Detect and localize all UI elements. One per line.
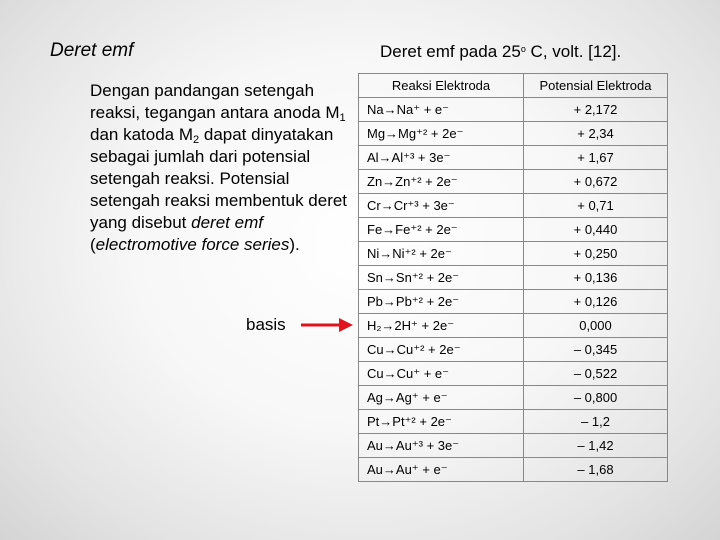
table-row [359,122,668,146]
electrode-potential: – 1,42 [524,434,668,458]
electrode-potential: – 0,522 [524,362,668,386]
table-row [359,170,668,194]
electrode-potential: + 0,250 [524,242,668,266]
electrode-reaction: Au→Au⁺ + e⁻ [359,458,524,482]
header-potential: Potensial Elektroda [524,74,668,98]
electrode-potential: + 1,67 [524,146,668,170]
electrode-potential: + 2,172 [524,98,668,122]
table-title-text: Deret emf pada 25 [380,42,521,61]
italic-term: deret emf [191,213,263,232]
red-arrow-icon [299,315,355,335]
description-paragraph [90,80,350,256]
text-mid: dan katoda M [90,125,194,144]
paren-close: ). [289,235,300,254]
electrode-reaction: Cr→Cr⁺³ + 3e⁻ [359,194,524,218]
table-title-suffix: C, volt. [12]. [525,42,622,61]
section-heading: Deret emf [50,40,134,61]
electrode-reaction: Au→Au⁺³ + 3e⁻ [359,434,524,458]
text-intro: Dengan pandangan setengah reaksi, tegangan antara anoda M [90,81,340,122]
electrode-potential: – 1,68 [524,458,668,482]
table-header-row [359,74,668,98]
degree-superscript: o [520,44,526,54]
paren-open: ( [90,235,96,254]
italic-english-term: electromotive force series [95,235,290,254]
table-row [359,386,668,410]
electrode-potential: – 0,345 [524,338,668,362]
electrode-reaction: Cu→Cu⁺² + 2e⁻ [359,338,524,362]
electrode-reaction: Ag→Ag⁺ + e⁻ [359,386,524,410]
m1-subscript: 1 [339,112,346,124]
m2-subscript: 2 [193,134,200,146]
table-row [359,266,668,290]
electrode-potential: – 1,2 [524,410,668,434]
table-row [359,458,668,482]
electrode-potential: – 0,800 [524,386,668,410]
table-row [359,410,668,434]
electrode-potential: + 0,440 [524,218,668,242]
table-row [359,434,668,458]
electrode-reaction: Pt→Pt⁺² + 2e⁻ [359,410,524,434]
electrode-potential: + 0,672 [524,170,668,194]
electrode-reaction: Fe→Fe⁺² + 2e⁻ [359,218,524,242]
table-row [359,98,668,122]
electrode-reaction: Zn→Zn⁺² + 2e⁻ [359,170,524,194]
electrode-reaction: Mg→Mg⁺² + 2e⁻ [359,122,524,146]
electrode-potential: + 0,126 [524,290,668,314]
emf-series-table [358,73,668,482]
electrode-reaction: Pb→Pb⁺² + 2e⁻ [359,290,524,314]
table-row [359,362,668,386]
table-row [359,242,668,266]
electrode-potential: + 0,136 [524,266,668,290]
electrode-reaction: Sn→Sn⁺² + 2e⁻ [359,266,524,290]
electrode-potential: 0,000 [524,314,668,338]
electrode-reaction: H₂→2H⁺ + 2e⁻ [359,314,524,338]
table-title [380,42,621,62]
electrode-reaction: Na→Na⁺ + e⁻ [359,98,524,122]
table-row [359,290,668,314]
electrode-reaction: Ni→Ni⁺² + 2e⁻ [359,242,524,266]
header-reaction: Reaksi Elektroda [359,74,524,98]
table-row [359,314,668,338]
electrode-reaction: Cu→Cu⁺ + e⁻ [359,362,524,386]
electrode-reaction: Al→Al⁺³ + 3e⁻ [359,146,524,170]
electrode-potential: + 0,71 [524,194,668,218]
electrode-potential: + 2,34 [524,122,668,146]
table-row [359,218,668,242]
basis-label: basis [246,315,286,334]
text-continuation: dapat dinyatakan sebagai jumlah dari potensial setengah reaksi. Potensial setengah reaksi membentuk deret yang disebut [90,125,348,232]
table-row [359,338,668,362]
table-row [359,146,668,170]
table-row [359,194,668,218]
